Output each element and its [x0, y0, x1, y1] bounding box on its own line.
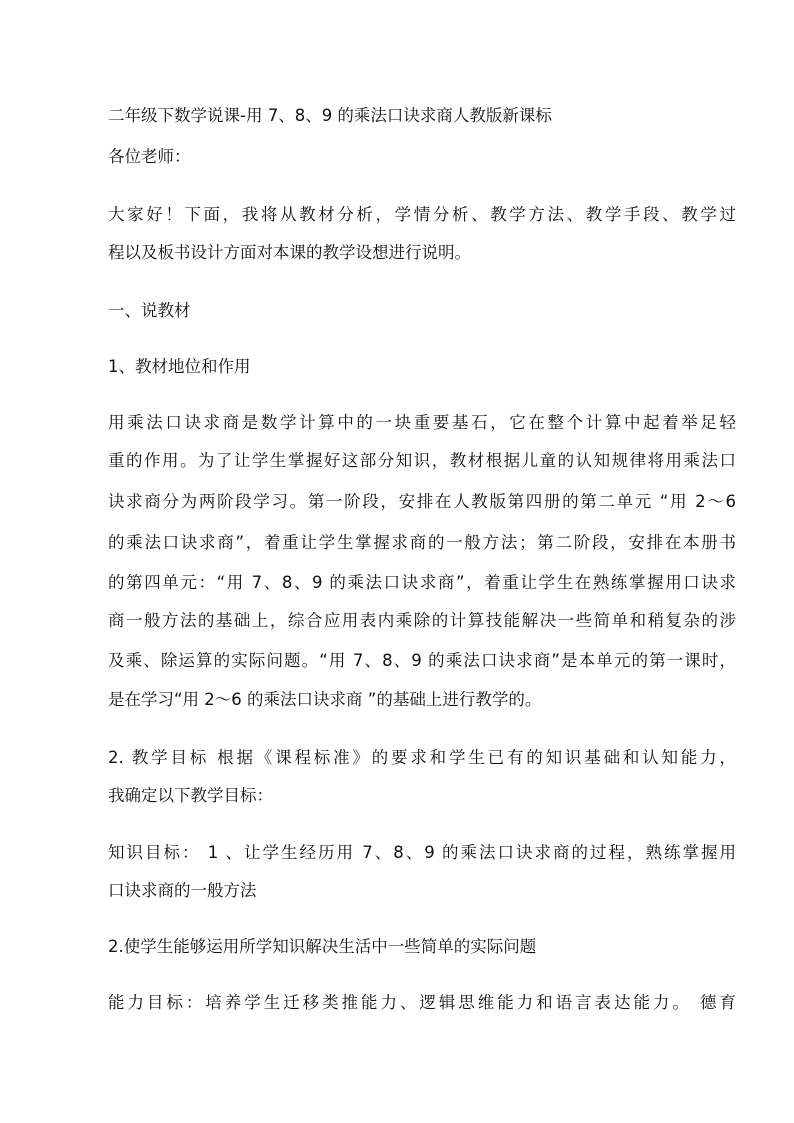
body-line: 的第四单元：“用 7、8、9 的乘法口诀求商”，着重让学生在熟练掌握用口诀求 [108, 573, 736, 592]
teaching-goals-line-2: 我确定以下教学目标： [108, 786, 273, 805]
goal-item-2: 2.使学生能够运用所学知识解决生活中一些简单的实际问题 [108, 937, 537, 956]
greeting: 各位老师： [108, 147, 191, 166]
teaching-goals-line-1: 2. 教学目标 根据《课程标准》的要求和学生已有的知识基础和认知能力， [108, 748, 736, 767]
subheading-material-role: 1、教材地位和作用 [108, 357, 251, 376]
body-line: 诀求商分为两阶段学习。第一阶段，安排在人教版第四册的第二单元 “用 2～6 [108, 492, 736, 511]
body-line: 用乘法口诀求商是数学计算中的一块重要基石，它在整个计算中起着举足轻 [108, 413, 736, 432]
intro-line-1: 大家好！下面，我将从教材分析，学情分析、教学方法、教学手段、教学过 [108, 205, 736, 224]
body-line: 商一般方法的基础上，综合应用表内乘除的计算技能解决一些简单和稍复杂的涉 [108, 611, 736, 630]
body-line: 是在学习“用 2～6 的乘法口诀求商 ”的基础上进行教学的。 [108, 690, 542, 709]
knowledge-goal-line-2: 口诀求商的一般方法 [108, 881, 257, 900]
intro-line-2: 程以及板书设计方面对本课的教学设想进行说明。 [108, 243, 471, 262]
ability-goal: 能力目标：培养学生迁移类推能力、逻辑思维能力和语言表达能力。 德育 [108, 993, 736, 1012]
section-heading-teaching-material: 一、说教材 [108, 301, 191, 320]
knowledge-goal-line-1: 知识目标： 1 、让学生经历用 7、8、9 的乘法口诀求商的过程，熟练掌握用 [108, 843, 736, 862]
body-line: 重的作用。为了让学生掌握好这部分知识，教材根据儿童的认知规律将用乘法口 [108, 451, 736, 470]
document-title: 二年级下数学说课-用 7、8、9 的乘法口诀求商人教版新课标 [108, 106, 552, 125]
body-line: 的乘法口诀求商”，着重让学生掌握求商的一般方法；第二阶段，安排在本册书 [108, 533, 736, 552]
body-line: 及乘、除运算的实际问题。“用 7、8、9 的乘法口诀求商”是本单元的第一课时， [108, 651, 736, 670]
